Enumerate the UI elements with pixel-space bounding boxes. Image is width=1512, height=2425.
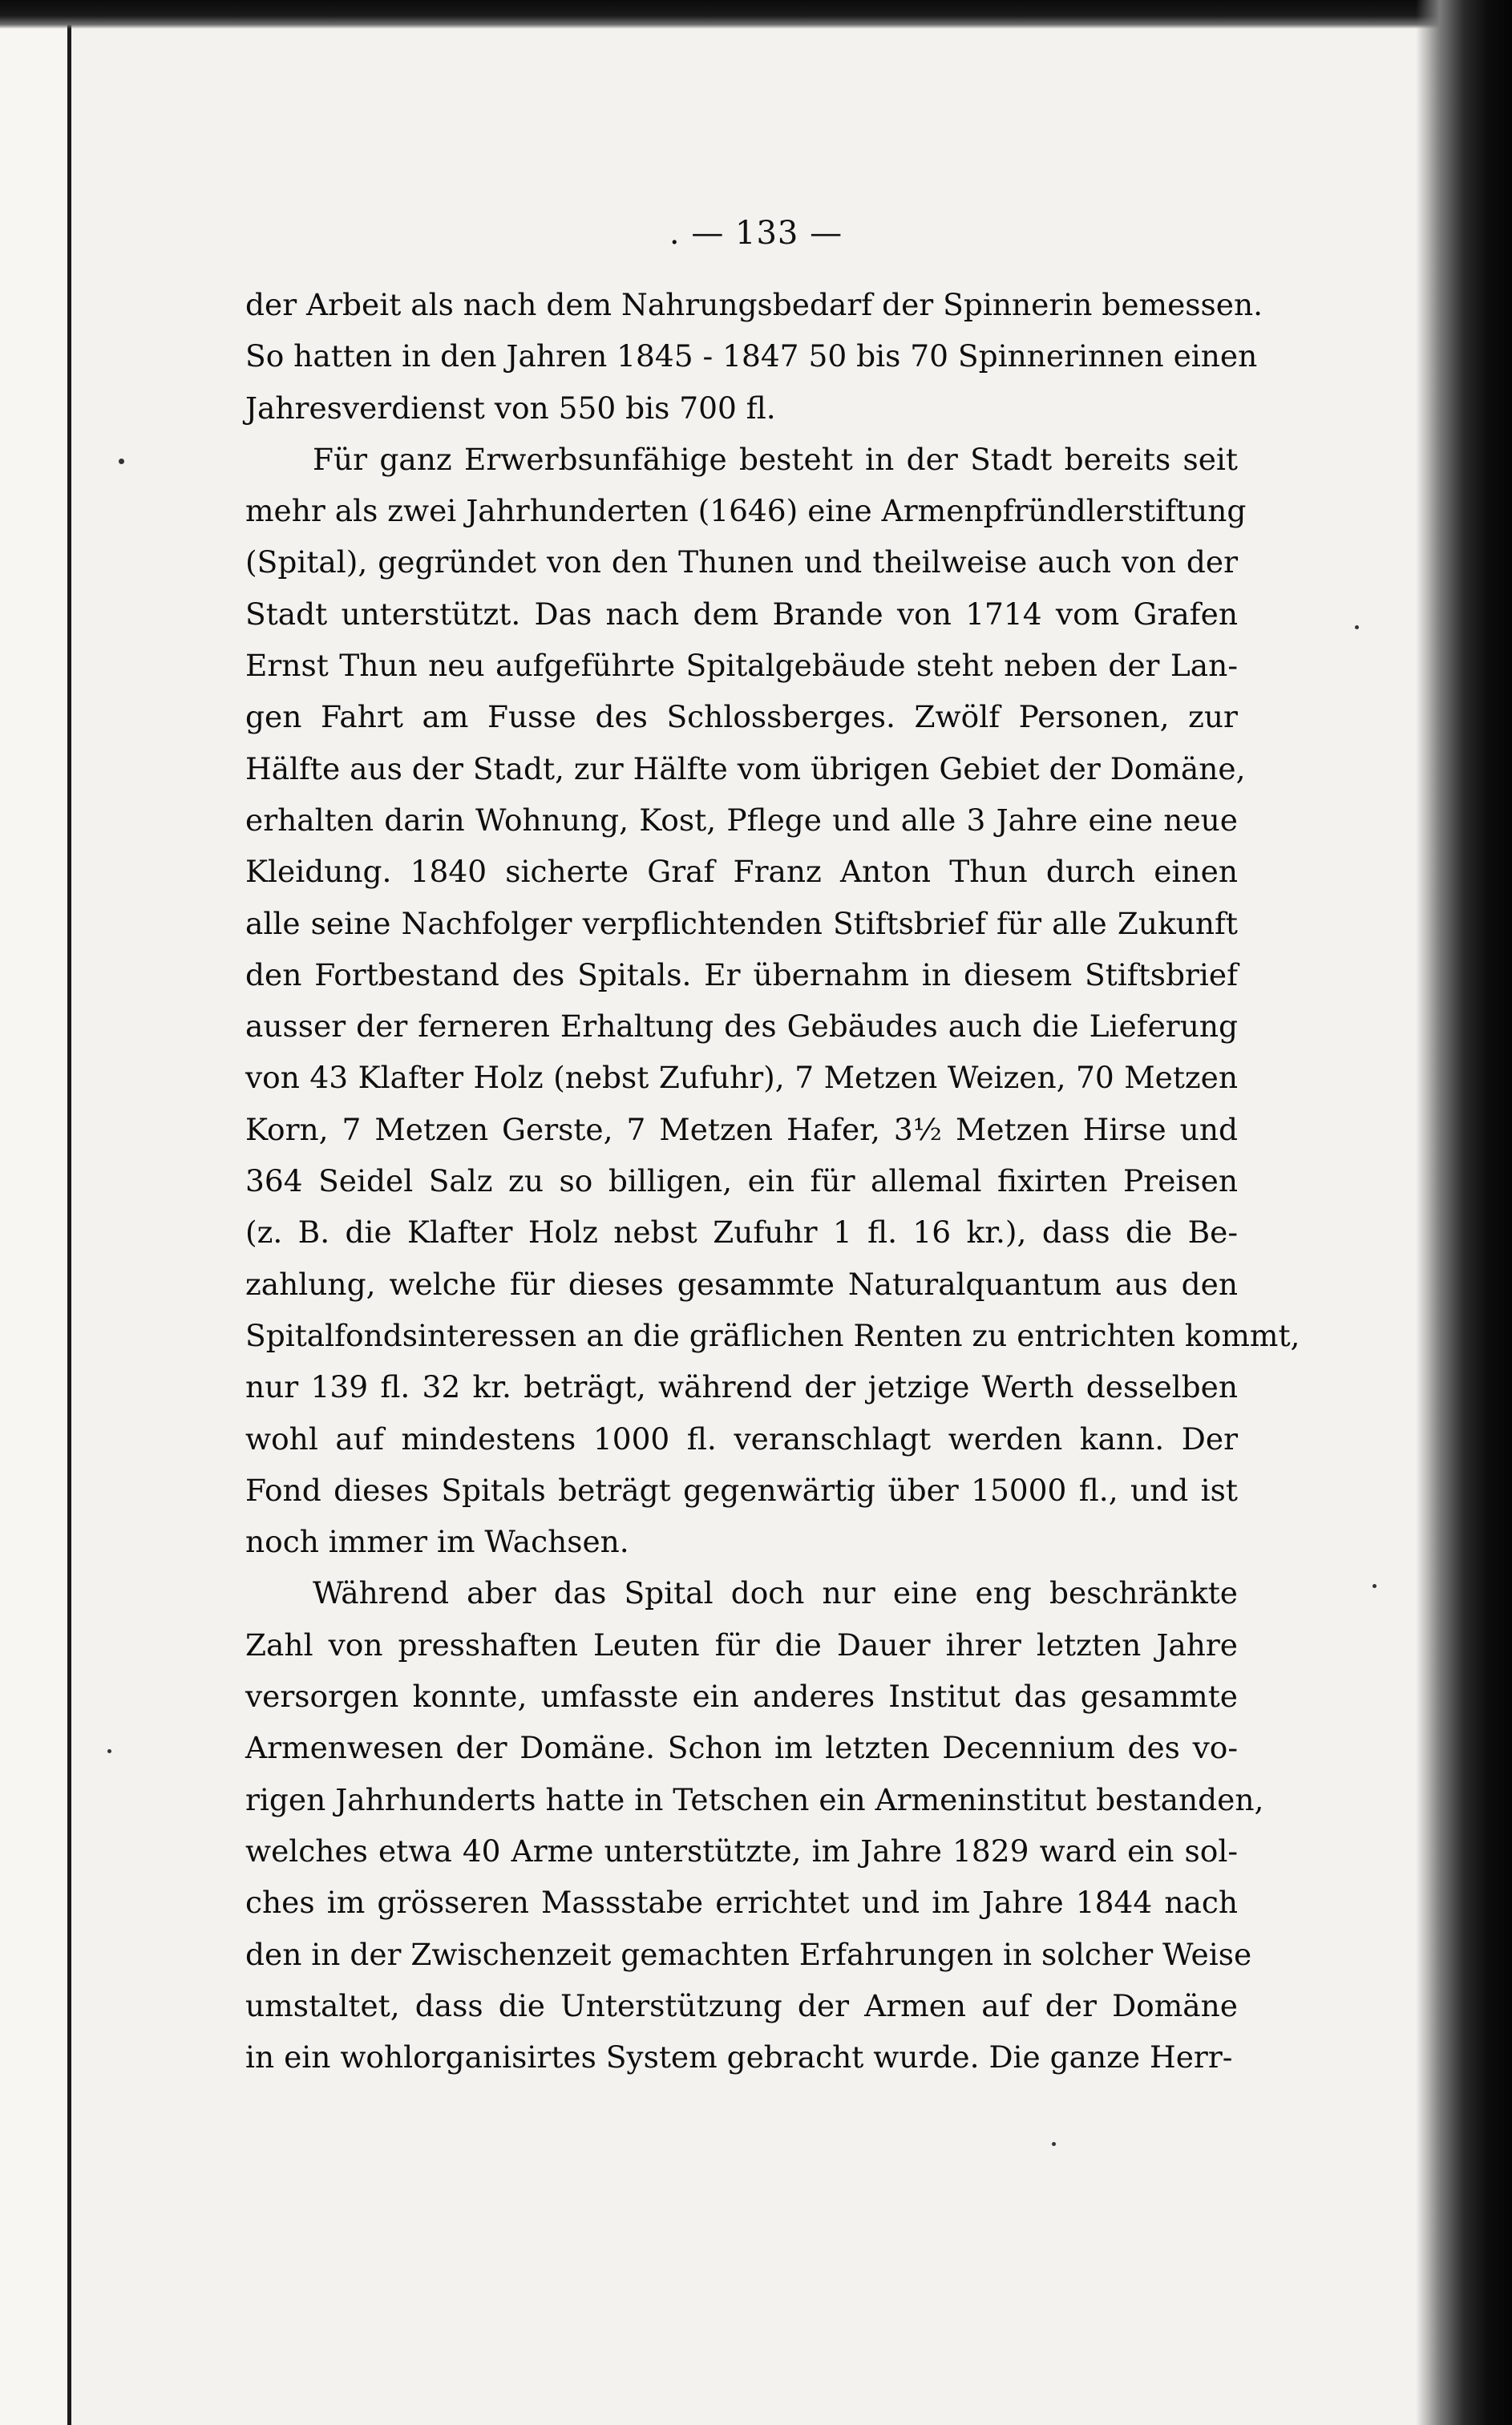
text-line: zahlung, welche für dieses gesammte Naturalquantum aus den xyxy=(245,1266,1238,1302)
scan-speck xyxy=(1052,2142,1056,2146)
body-text xyxy=(245,279,1300,2083)
text-line: mehr als zwei Jahrhunderten (1646) eine Armenpfründlerstiftung xyxy=(245,493,1247,529)
text-line: Kleidung. 1840 sicherte Graf Franz Anton Thun durch einen xyxy=(245,854,1238,890)
scan-edge-right xyxy=(1416,0,1512,2425)
text-line: Hälfte aus der Stadt, zur Hälfte vom übrigen Gebiet der Domäne, xyxy=(245,750,1246,786)
text-line: den in der Zwischenzeit gemachten Erfahrungen in solcher Weise xyxy=(245,1936,1252,1972)
text-line: der Arbeit als nach dem Nahrungsbedarf der Spinnerin bemessen. xyxy=(245,287,1263,322)
text-line: versorgen konnte, umfasste ein anderes Institut das gesammte xyxy=(245,1679,1238,1715)
page-number xyxy=(0,215,1512,252)
paragraph xyxy=(245,279,1263,434)
scan-edge-line xyxy=(67,24,71,2425)
text-line: rigen Jahrhunderts hatte in Tetschen ein Armeninstitut bestanden, xyxy=(245,1781,1264,1817)
text-line: Armenwesen der Domäne. Schon im letzten Decennium des vo- xyxy=(245,1730,1238,1766)
scan-margin-left xyxy=(0,0,67,2425)
text-line: gen Fahrt am Fusse des Schlossberges. Zwölf Personen, zur xyxy=(245,699,1238,735)
text-line: (z. B. die Klafter Holz nebst Zufuhr 1 fl. 16 kr.), dass die Be- xyxy=(245,1215,1238,1251)
text-line: wohl auf mindestens 1000 fl. veranschlagt werden kann. Der xyxy=(245,1421,1238,1457)
text-line: Jahresverdienst von 550 bis 700 fl. xyxy=(245,390,776,426)
text-line: den Fortbestand des Spitals. Er übernahm in diesem Stiftsbrief xyxy=(245,956,1238,992)
text-line: alle seine Nachfolger verpflichtenden Stiftsbrief für alle Zukunft xyxy=(245,905,1238,941)
text-line: in ein wohlorganisirtes System gebracht wurde. Die ganze Herr- xyxy=(245,2039,1233,2075)
text-line: von 43 Klafter Holz (nebst Zufuhr), 7 Metzen Weizen, 70 Metzen xyxy=(245,1060,1238,1096)
scan-speck xyxy=(1373,1584,1377,1588)
text-line: nur 139 fl. 32 kr. beträgt, während der jetzige Werth desselben xyxy=(245,1369,1238,1405)
text-line: Korn, 7 Metzen Gerste, 7 Metzen Hafer, 3½ Metzen Hirse und xyxy=(245,1111,1238,1147)
paragraph xyxy=(245,434,1300,1568)
text-line: Ernst Thun neu aufgeführte Spitalgebäude steht neben der Lan- xyxy=(245,648,1238,684)
scan-edge-top xyxy=(0,0,1512,29)
text-line: 364 Seidel Salz zu so billigen, ein für allemal fixirten Preisen xyxy=(245,1163,1238,1199)
text-line: Stadt unterstützt. Das nach dem Brande von 1714 vom Grafen xyxy=(245,596,1238,632)
text-line: welches etwa 40 Arme unterstützte, im Jahre 1829 ward ein sol- xyxy=(245,1833,1238,1869)
text-line: ches im grösseren Massstabe errichtet und im Jahre 1844 nach xyxy=(245,1885,1238,1921)
text-line: umstaltet, dass die Unterstützung der Armen auf der Domäne xyxy=(245,1987,1238,2023)
text-line: erhalten darin Wohnung, Kost, Pflege und alle 3 Jahre eine neue xyxy=(245,802,1238,838)
text-line: Zahl von presshaften Leuten für die Dauer ihrer letzten Jahre xyxy=(245,1627,1238,1663)
paragraph xyxy=(245,1567,1264,2083)
scan-speck xyxy=(1355,625,1359,629)
text-line: Während aber das Spital doch nur eine eng beschränkte xyxy=(313,1575,1238,1611)
text-line: (Spital), gegründet von den Thunen und theilweise auch von der xyxy=(245,544,1238,580)
text-line: Spitalfondsinteressen an die gräflichen Renten zu entrichten kommt, xyxy=(245,1317,1300,1353)
text-line: So hatten in den Jahren 1845 - 1847 50 bis 70 Spinnerinnen einen xyxy=(245,338,1258,374)
scan-speck xyxy=(107,1749,111,1753)
page-number-text: . — 133 — xyxy=(669,215,843,252)
text-line: Fond dieses Spitals beträgt gegenwärtig über 15000 fl., und ist xyxy=(245,1472,1238,1508)
scan-speck xyxy=(119,459,124,464)
text-line: ausser der ferneren Erhaltung des Gebäudes auch die Lieferung xyxy=(245,1008,1238,1045)
text-line: noch immer im Wachsen. xyxy=(245,1524,629,1560)
text-line: Für ganz Erwerbsunfähige besteht in der Stadt bereits seit xyxy=(313,441,1238,477)
